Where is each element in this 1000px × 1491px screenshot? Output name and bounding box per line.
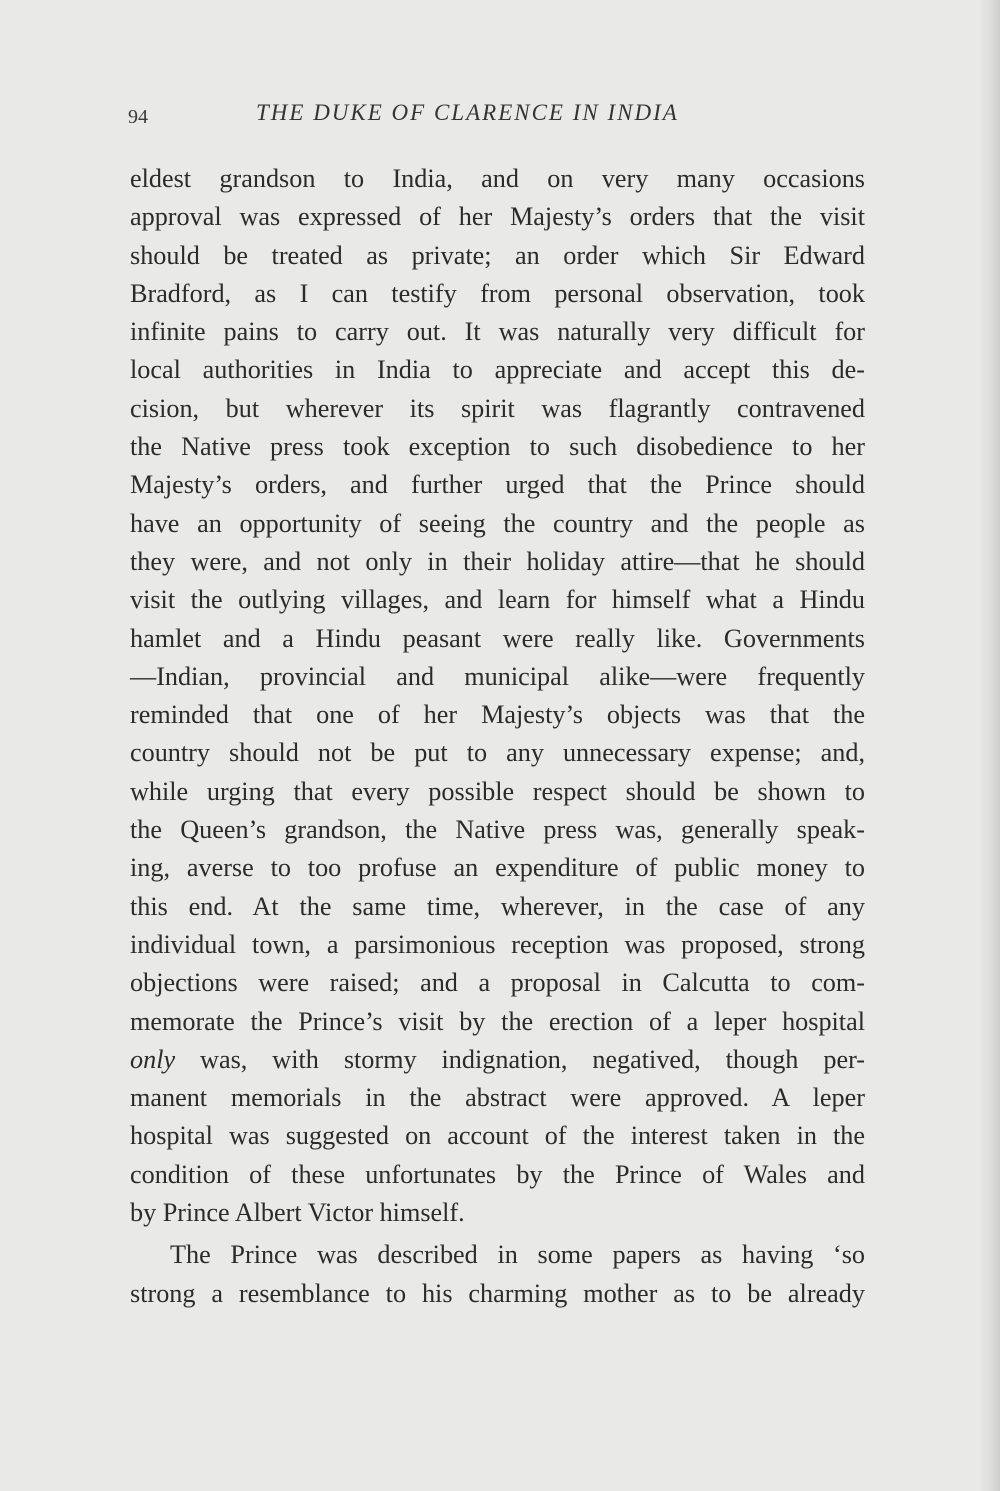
- text-line: individual town, a parsimonious reception was proposed, strong: [130, 929, 865, 959]
- text-line: local authorities in India to appreciate and accept this de-: [130, 355, 865, 385]
- text-line: strong a resemblance to his charming mother as to be already: [130, 1278, 865, 1308]
- text-line: —Indian, provincial and municipal alike—were frequently: [130, 661, 865, 691]
- italic-word: only: [130, 1044, 176, 1074]
- page-header: [128, 100, 868, 132]
- text-line: condition of these unfortunates by the Prince of Wales and: [130, 1159, 865, 1189]
- text-line: hospital was suggested on account of the interest taken in the: [130, 1121, 865, 1151]
- text-line: this end. At the same time, wherever, in the case of any: [130, 891, 865, 921]
- text-line: should be treated as private; an order which Sir Edward: [130, 240, 865, 270]
- page-number: 94: [128, 106, 148, 128]
- text-line: while urging that every possible respect should be shown to: [130, 776, 865, 806]
- text-line: reminded that one of her Majesty’s objects was that the: [130, 700, 865, 730]
- text-line: country should not be put to any unnecessary expense; and,: [130, 738, 865, 768]
- text-line-with-italic: [130, 1041, 865, 1079]
- page-edge-shadow: [978, 0, 1000, 1491]
- paragraph-last-line: by Prince Albert Victor himself.: [130, 1198, 465, 1228]
- running-head: THE DUKE OF CLARENCE IN INDIA: [256, 100, 679, 125]
- paragraph-first-line: The Prince was described in some papers as having ‘so: [170, 1240, 865, 1270]
- text-line: they were, and not only in their holiday attire—that he should: [130, 546, 865, 576]
- text-line: manent memorials in the abstract were approved. A leper: [130, 1083, 865, 1113]
- text-line: Bradford, as I can testify from personal observation, took: [130, 278, 865, 308]
- text-line: objections were raised; and a proposal in Calcutta to com-: [130, 968, 865, 998]
- text-line: approval was expressed of her Majesty’s orders that the visit: [130, 202, 865, 232]
- text-line: eldest grandson to India, and on very many occasions: [130, 164, 865, 193]
- text-line: cision, but wherever its spirit was flagrantly contravened: [130, 393, 865, 423]
- line-remainder: was, with stormy indignation, negatived, though per-: [175, 1044, 865, 1074]
- text-line: have an opportunity of seeing the country and the people as: [130, 508, 865, 538]
- text-line: infinite pains to carry out. It was naturally very difficult for: [130, 317, 865, 347]
- text-line: hamlet and a Hindu peasant were really like. Governments: [130, 623, 865, 653]
- text-line: the Native press took exception to such disobedience to her: [130, 432, 865, 462]
- text-line: ing, averse to too profuse an expenditure of public money to: [130, 853, 865, 883]
- text-line: memorate the Prince’s visit by the erection of a leper hospital: [130, 1006, 865, 1036]
- body-text: [130, 160, 865, 1313]
- text-line: visit the outlying villages, and learn for himself what a Hindu: [130, 585, 865, 615]
- text-line: Majesty’s orders, and further urged that the Prince should: [130, 470, 865, 500]
- text-line: the Queen’s grandson, the Native press was, generally speak-: [130, 815, 865, 845]
